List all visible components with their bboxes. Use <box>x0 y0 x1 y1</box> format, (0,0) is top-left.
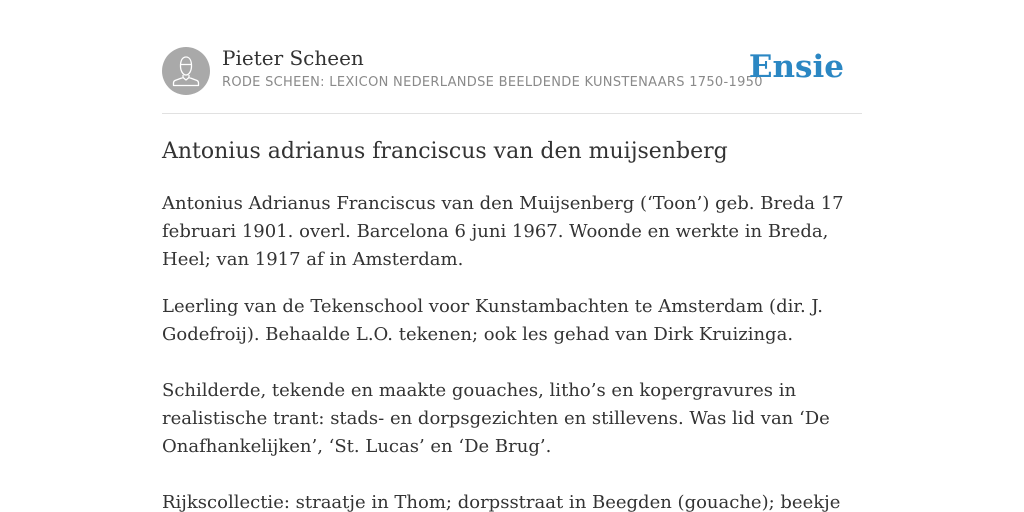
article-header <box>162 46 862 114</box>
author-name[interactable]: Pieter Scheen <box>222 46 364 70</box>
source-reference[interactable]: RODE SCHEEN: LEXICON NEDERLANDSE BEELDENDE KUNSTENAARS 1750-1950 <box>222 75 763 90</box>
user-silhouette-icon <box>162 47 210 95</box>
article-title: Antonius adrianus franciscus van den muijsenberg <box>162 139 728 164</box>
author-avatar[interactable] <box>162 47 210 95</box>
brand-logo[interactable]: Ensie <box>748 49 844 85</box>
header-divider <box>162 113 862 114</box>
article-body <box>162 190 862 512</box>
article-paragraph: Antonius Adrianus Franciscus van den Muijsenberg (‘Toon’) geb. Breda 17 februari 1901. overl. Barcelona 6 juni 1967. Woonde en werkte in Breda, Heel; van 1917 af in Amsterdam. <box>162 193 844 270</box>
article-paragraph: Leerling van de Tekenschool voor Kunstambachten te Amsterdam (dir. J. Godefroij). Behaalde L.O. tekenen; ook les gehad van Dirk Kruizinga. Schilderde, tekende en maakte gouaches, litho’s en kopergravures in realistische trant: stads- en dorpsgezichten en stillevens. Was lid van ‘De Onafhankelijken’, ‘St. Lucas’ en ‘De Brug’. Rijkscollectie: straatje in Thom; dorpsstraat in Beegden (gouache); beekje <box>162 296 841 512</box>
